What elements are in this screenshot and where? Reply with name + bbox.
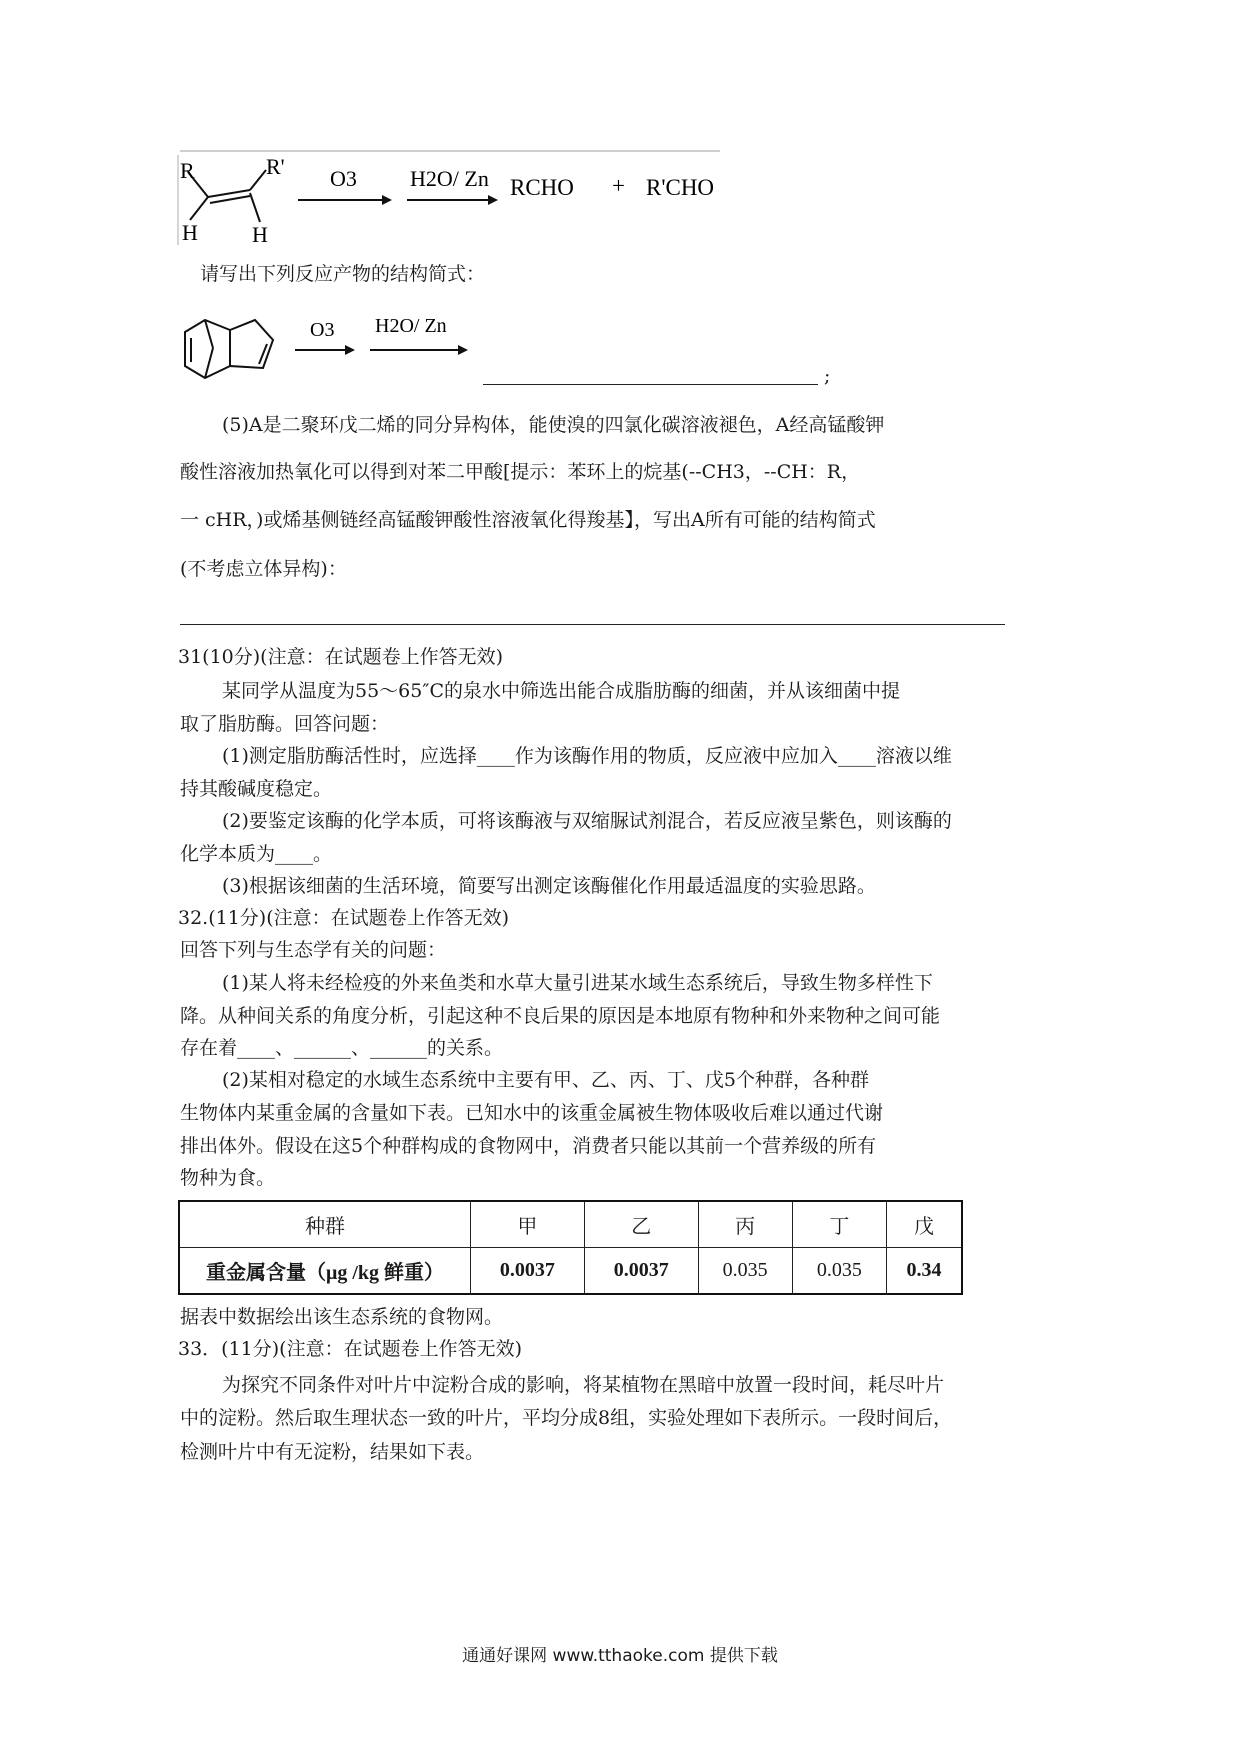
reagent-h2o-zn-2: H2O/ Zn xyxy=(375,315,447,337)
table-row-content xyxy=(179,1247,962,1294)
alkene-bond-h2 xyxy=(250,193,260,222)
q31-part1-b: 持其酸碱度稳定。 xyxy=(180,778,333,800)
substituent-r: R xyxy=(180,158,195,183)
table-col-wu: 戊 xyxy=(886,1201,962,1247)
q31-part2-b: 化学本质为____。 xyxy=(180,843,333,865)
q32-part2-b: 生物体内某重金属的含量如下表。已知水中的该重金属被生物体吸收后难以通过代谢 xyxy=(180,1102,884,1124)
q32-part1-c: 存在着____、______、______的关系。 xyxy=(180,1037,504,1059)
q31-intro-1: 某同学从温度为55～65″C的泉水中筛选出能合成脂肪酶的细菌，并从该细菌中提 xyxy=(222,680,900,702)
q33-para-3: 检测叶片中有无淀粉，结果如下表。 xyxy=(180,1441,485,1463)
reagent-o3-2: O3 xyxy=(310,319,335,341)
table-header-species: 种群 xyxy=(179,1201,471,1247)
q33-para-2: 中的淀粉。然后取生理状态一致的叶片，平均分成8组，实验处理如下表所示。一段时间后， xyxy=(180,1407,953,1429)
table-cell-wu: 0.34 xyxy=(886,1247,962,1294)
alkene-bond-rp xyxy=(250,170,266,190)
q32-part1-a: (1)某人将未经检疫的外来鱼类和水草大量引进某水域生态系统后，导致生物多样性下 xyxy=(222,972,933,994)
table-col-bing: 丙 xyxy=(698,1201,792,1247)
heavy-metal-table xyxy=(178,1200,963,1295)
q31-part1-a: (1)测定脂肪酶活性时，应选择____作为该酶作用的物质，反应液中应加入____溶液以维 xyxy=(222,745,952,767)
table-col-jia: 甲 xyxy=(471,1201,585,1247)
q32-part2-d: 物种为食。 xyxy=(180,1167,276,1189)
substituent-r-prime: R' xyxy=(266,154,285,179)
table-row-species xyxy=(179,1201,962,1247)
answer-line-reaction[interactable] xyxy=(483,384,818,385)
product-r-prime-cho: R'CHO xyxy=(646,175,715,200)
q33-header: 33．(11分)(注意：在试题卷上作答无效) xyxy=(178,1338,523,1360)
dicyclopentadiene-scheme xyxy=(175,300,475,405)
reagent-h2o-zn-1: H2O/ Zn xyxy=(410,166,489,191)
table-col-yi: 乙 xyxy=(584,1201,698,1247)
q31-header: 31(10分)(注意：在试题卷上作答无效) xyxy=(178,646,504,668)
q5-line3: 一 cHR，)或烯基侧链经高锰酸钾酸性溶液氧化得羧基】，写出A所有可能的结构简式 xyxy=(180,509,876,531)
footer-source: 通通好课网 www.tthaoke.com 提供下载 xyxy=(462,1646,778,1666)
methylene-bridge xyxy=(205,320,213,348)
reagent-o3-1: O3 xyxy=(330,166,357,191)
alkene-bond-h1 xyxy=(190,197,208,220)
q31-part3: (3)根据该细菌的生活环境，简要写出测定该酶催化作用最适温度的实验思路。 xyxy=(222,875,876,897)
q32-part2-a: (2)某相对稳定的水域生态系统中主要有甲、乙、丙、丁、戊5个种群，各种群 xyxy=(222,1069,870,1091)
answer-line-semicolon: ; xyxy=(824,365,831,387)
q32-part1-b: 降。从种间关系的角度分析，引起这种不良后果的原因是本地原有物种和外来物种之间可能 xyxy=(180,1005,941,1027)
q5-line1: (5)A是二聚环戊二烯的同分异构体，能使溴的四氯化碳溶液褪色，A经高锰酸钾 xyxy=(222,414,885,436)
q32-after-table: 据表中数据绘出该生态系统的食物网。 xyxy=(180,1306,504,1328)
substituent-h-right: H xyxy=(252,222,268,245)
q33-para-1: 为探究不同条件对叶片中淀粉合成的影响，将某植物在黑暗中放置一段时间，耗尽叶片 xyxy=(222,1374,945,1396)
alkene-double-bond xyxy=(208,190,250,197)
table-cell-yi: 0.0037 xyxy=(584,1247,698,1294)
ozonolysis-scheme xyxy=(170,150,730,245)
q32-intro: 回答下列与生态学有关的问题： xyxy=(180,939,447,961)
table-header-content: 重金属含量（μg /kg 鲜重） xyxy=(179,1247,471,1294)
table-cell-bing: 0.035 xyxy=(698,1247,792,1294)
q31-part2-a: (2)要鉴定该酶的化学本质，可将该酶液与双缩脲试剂混合，若反应液呈紫色，则该酶的 xyxy=(222,810,952,832)
instruction-structure: 请写出下列反应产物的结构简式： xyxy=(200,263,486,285)
answer-line-q5[interactable] xyxy=(180,624,1005,625)
q31-intro-2: 取了脂肪酶。回答问题： xyxy=(180,713,390,735)
product-rcho: RCHO xyxy=(510,175,574,200)
q32-header: 32.(11分)(注意：在试题卷上作答无效) xyxy=(178,907,510,929)
q5-line2: 酸性溶液加热氧化可以得到对苯二甲酸[提示：苯环上的烷基(--CH3，--CH：R， xyxy=(180,461,861,483)
table-cell-ding: 0.035 xyxy=(792,1247,886,1294)
table-cell-jia: 0.0037 xyxy=(471,1247,585,1294)
substituent-h-left: H xyxy=(182,220,198,245)
q5-line4: (不考虑立体异构)： xyxy=(180,558,347,580)
plus-sign: + xyxy=(612,173,625,198)
table-col-ding: 丁 xyxy=(792,1201,886,1247)
q32-part2-c: 排出体外。假设在这5个种群构成的食物网中，消费者只能以其前一个营养级的所有 xyxy=(180,1135,877,1157)
